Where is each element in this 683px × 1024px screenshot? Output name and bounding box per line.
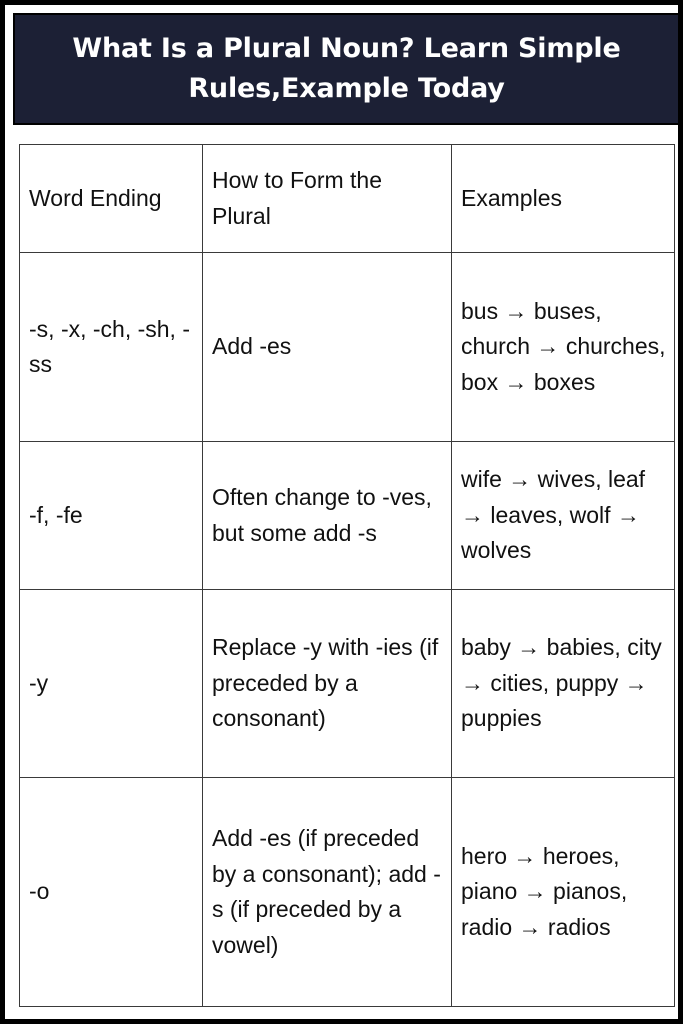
header-examples: Examples [452, 145, 675, 253]
table-row [20, 253, 675, 442]
cell-rule: Replace -y with -ies (if preceded by a consonant) [203, 590, 452, 778]
table-row [20, 442, 675, 590]
cell-ending: -f, -fe [20, 442, 203, 590]
page-title: What Is a Plural Noun? Learn Simple Rules,Example Today [72, 33, 621, 104]
header-how-to-form: How to Form the Plural [203, 145, 452, 253]
table-header-row [20, 145, 675, 253]
cell-rule: Add -es [203, 253, 452, 442]
plural-rules-table [19, 144, 675, 1007]
title-banner [13, 13, 680, 125]
table-row [20, 590, 675, 778]
table-row [20, 778, 675, 1007]
cell-examples: baby → babies, city → cities, puppy → puppies [452, 590, 675, 778]
cell-ending: -s, -x, -ch, -sh, -ss [20, 253, 203, 442]
cell-examples: bus → buses, church → churches, box → boxes [452, 253, 675, 442]
cell-rule: Add -es (if preceded by a consonant); add -s (if preceded by a vowel) [203, 778, 452, 1007]
cell-ending: -y [20, 590, 203, 778]
cell-rule: Often change to -ves, but some add -s [203, 442, 452, 590]
cell-examples: hero → heroes, piano → pianos, radio → radios [452, 778, 675, 1007]
cell-examples: wife → wives, leaf → leaves, wolf → wolves [452, 442, 675, 590]
cell-ending: -o [20, 778, 203, 1007]
header-word-ending: Word Ending [20, 145, 203, 253]
